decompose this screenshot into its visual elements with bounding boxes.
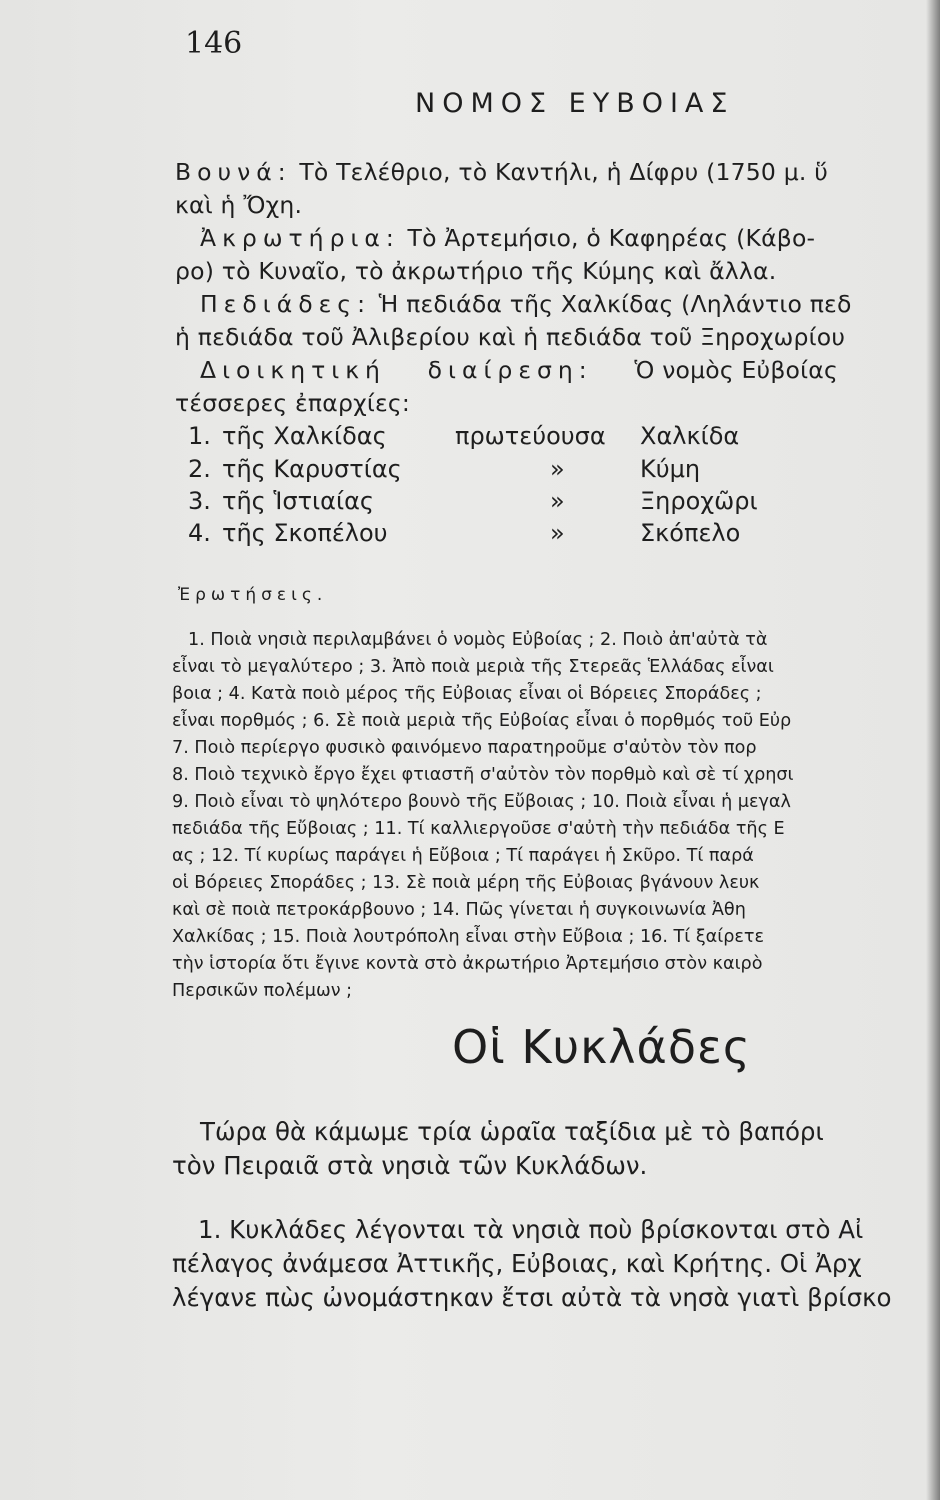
mountains-cont: καὶ ἡ Ὄχη. [175, 191, 303, 219]
mountains-line [175, 158, 828, 186]
question-line: 8. Ποιὸ τεχνικὸ ἔργο ἔχει φτιαστῆ σ'αὐτὸν τὸν πορθμὸ καὶ σὲ τί χρησι [172, 765, 794, 785]
question-line: εἶναι πορθμός ; 6. Σὲ ποιὰ μεριὰ τῆς Εὐβοίας εἶναι ὁ πορθμός τοῦ Εὐρ [172, 711, 792, 731]
province-capital: Ξηροχῶρι [640, 487, 758, 515]
question-line: καὶ σὲ ποιὰ πετροκάρβουνο ; 14. Πῶς γίνεται ἡ συγκοινωνία Ἀθη [172, 900, 746, 920]
admin-label-2: διαίρεση: [427, 356, 593, 384]
question-line: οἱ Βόρειες Σποράδες ; 13. Σὲ ποιὰ μέρη τῆς Εὐβοιας βγάνουν λευκ [172, 873, 760, 893]
province-ditto: » [550, 455, 565, 483]
province-num: 1. [188, 422, 211, 450]
plains-text: Ἡ πεδιάδα τῆς Χαλκίδας (Ληλάντιο πεδ [378, 290, 852, 318]
province-name: τῆς Ἱστιαίας [222, 487, 374, 515]
paragraph-line: λέγανε πὼς ὠνομάστηκαν ἔτσι αὐτὰ τὰ νησὰ γιατὶ βρίσκο [172, 1283, 892, 1312]
question-line: 7. Ποιὸ περίεργο φυσικὸ φαινόμενο παρατηροῦμε σ'αὐτὸν τὸν πορ [172, 738, 757, 758]
province-capital: Σκόπελο [640, 519, 741, 547]
paragraph-line: πέλαγος ἀνάμεσα Ἀττικῆς, Εὐβοιας, καὶ Κρήτης. Οἱ Ἀρχ [172, 1249, 862, 1278]
plains-line [200, 290, 852, 318]
admin-line [200, 356, 838, 384]
capes-text: Τὸ Ἀρτεμήσιο, ὁ Καφηρέας (Κάβο- [407, 224, 816, 252]
question-line: βοια ; 4. Κατὰ ποιὸ μέρος τῆς Εὐβοιας εἶναι οἱ Βόρειες Σποράδες ; [172, 684, 762, 704]
province-num: 2. [188, 455, 211, 483]
paragraph-line: 1. Κυκλάδες λέγονται τὰ νησιὰ ποὺ βρίσκονται στὸ Αἰ [198, 1215, 864, 1244]
intro-line: Τώρα θὰ κάμωμε τρία ὡραῖα ταξίδια μὲ τὸ βαπόρι [200, 1117, 824, 1146]
question-line: πεδιάδα τῆς Εὔβοιας ; 11. Τί καλλιεργοῦσε σ'αὐτὴ τὴν πεδιάδα τῆς Ε [172, 819, 785, 839]
intro-line: τὸν Πειραιᾶ στὰ νησιὰ τῶν Κυκλάδων. [172, 1151, 648, 1180]
question-line: τὴν ἱστορία ὅτι ἔγινε κοντὰ στὸ ἀκρωτήριο Ἀρτεμήσιο στὸν καιρὸ [172, 954, 763, 974]
province-name: τῆς Καρυστίας [222, 455, 402, 483]
question-line: 1. Ποιὰ νησιὰ περιλαμβάνει ὁ νομὸς Εὐβοίας ; 2. Ποιὸ ἀπ'αὐτὰ τὰ [188, 630, 768, 650]
province-num: 4. [188, 519, 211, 547]
admin-label: Διοικητική [200, 356, 386, 384]
question-line: Περσικῶν πολέμων ; [172, 981, 353, 1001]
plains-label: Πεδιάδες: [200, 290, 371, 318]
section-title: Οἱ Κυκλάδες [452, 1020, 751, 1074]
province-ditto: » [550, 519, 565, 547]
province-name: τῆς Σκοπέλου [222, 519, 388, 547]
question-line: εἶναι τὸ μεγαλύτερο ; 3. Ἀπὸ ποιὰ μεριὰ τῆς Στερεᾶς Ἑλλάδας εἶναι [172, 657, 774, 677]
mountains-label: Βουνά: [175, 158, 292, 186]
capes-cont: ρο) τὸ Κυναῖο, τὸ ἀκρωτήριο τῆς Κύμης καὶ ἄλλα. [175, 257, 777, 285]
capes-line [200, 224, 815, 252]
question-line: Χαλκίδας ; 15. Ποιὰ λουτρόπολη εἶναι στὴν Εὔβοια ; 16. Τί ξαίρετε [172, 927, 764, 947]
province-ditto: » [550, 487, 565, 515]
admin-text: Ὁ νομὸς Εὐβοίας [634, 356, 838, 384]
capes-label: Ἀκρωτήρια: [200, 224, 400, 252]
province-capital-label: πρωτεύουσα [455, 422, 606, 450]
admin-cont: τέσσερες ἐπαρχίες: [175, 389, 411, 417]
page-number: 146 [185, 26, 243, 61]
plains-cont: ἡ πεδιάδα τοῦ Ἀλιβερίου καὶ ἡ πεδιάδα τοῦ Ξηροχωρίου [175, 323, 846, 351]
questions-title: Ἐρωτήσεις. [178, 585, 328, 605]
province-name: τῆς Χαλκίδας [222, 422, 387, 450]
chapter-title: ΝΟΜΟΣ ΕΥΒΟΙΑΣ [415, 88, 735, 119]
province-capital: Χαλκίδα [640, 422, 740, 450]
question-line: 9. Ποιὸ εἶναι τὸ ψηλότερο βουνὸ τῆς Εὔβοιας ; 10. Ποιὰ εἶναι ἡ μεγαλ [172, 792, 791, 812]
question-line: ας ; 12. Τί κυρίως παράγει ἡ Εὔβοια ; Τί παράγει ἡ Σκῦρο. Τί παρά [172, 846, 754, 866]
page-edge-shadow [926, 0, 940, 1500]
province-capital: Κύμη [640, 455, 701, 483]
mountains-text: Τὸ Τελέθριο, τὸ Καντήλι, ἡ Δίφρυ (1750 μ. ὕ [299, 158, 829, 186]
province-num: 3. [188, 487, 211, 515]
